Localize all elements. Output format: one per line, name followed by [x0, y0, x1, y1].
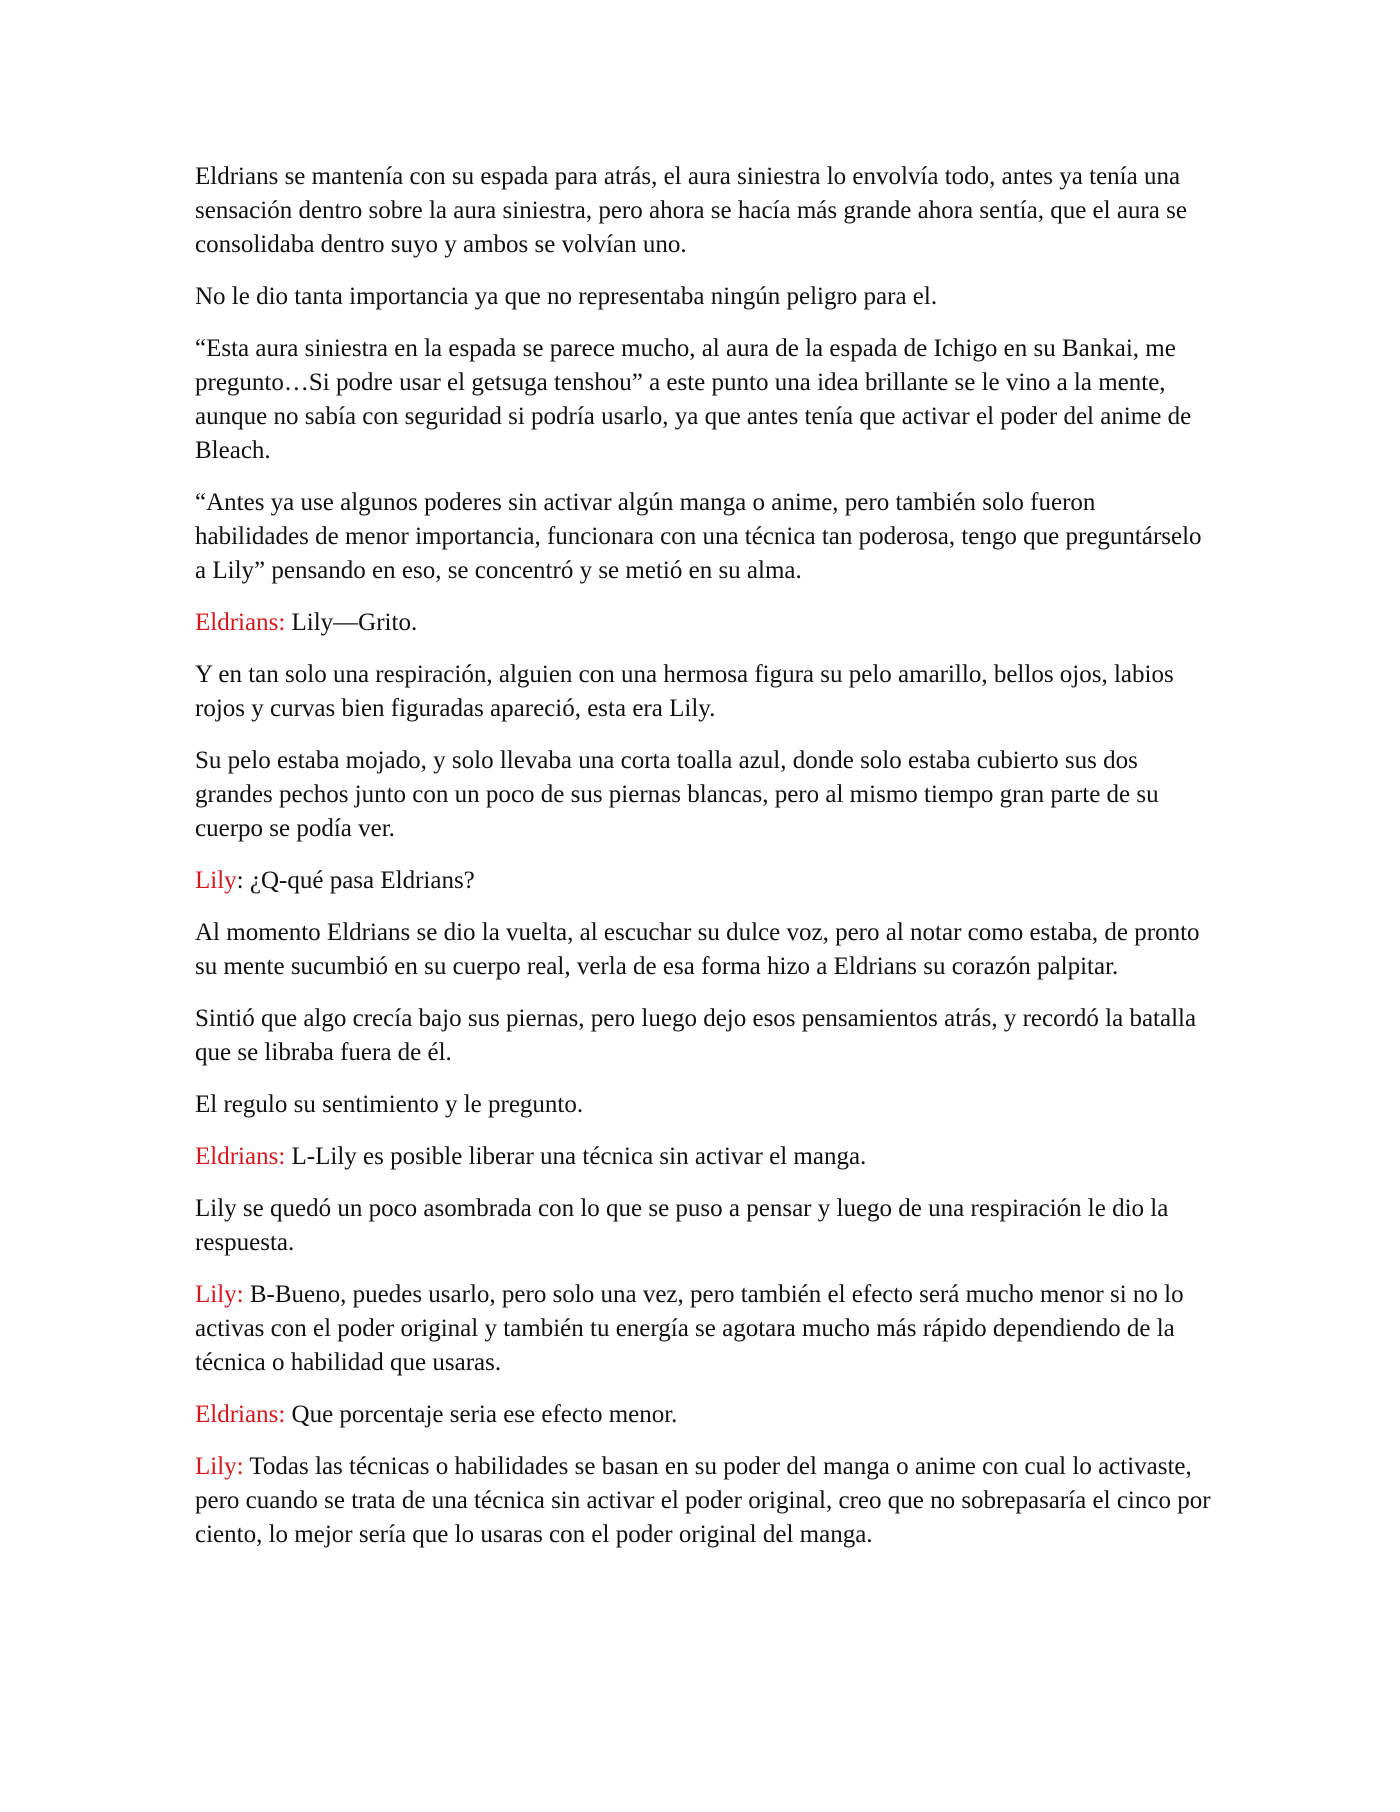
- speaker-label: Lily: [195, 867, 237, 894]
- paragraph-text: Lily se quedó un poco asombrada con lo que se puso a pensar y luego de una respiración le dio la respuesta.: [195, 1195, 1169, 1256]
- paragraph-10: [195, 1002, 1215, 1070]
- paragraph-text: Sintió que algo crecía bajo sus piernas, pero luego dejo esos pensamientos atrás, y recordó la batalla que se libraba fuera de él.: [195, 1005, 1197, 1066]
- paragraph-text: : ¿Q-qué pasa Eldrians?: [236, 867, 475, 894]
- paragraph-9: [195, 916, 1215, 984]
- paragraph-1: [195, 160, 1215, 262]
- paragraph-text: No le dio tanta importancia ya que no representaba ningún peligro para el.: [195, 283, 938, 310]
- speaker-label: Eldrians:: [195, 609, 286, 636]
- dialogue-line-lily-2: [195, 1278, 1215, 1380]
- paragraph-6: [195, 658, 1215, 726]
- paragraph-3: [195, 332, 1215, 468]
- paragraph-13: [195, 1192, 1215, 1260]
- dialogue-line-eldrians-1: [195, 606, 1215, 640]
- paragraph-text: Al momento Eldrians se dio la vuelta, al escuchar su dulce voz, pero al notar como estaba, de pronto su mente sucumbió en su cuerpo real, verla de esa forma hizo a Eldrians su corazón palpitar.: [195, 919, 1200, 980]
- paragraph-7: [195, 744, 1215, 846]
- dialogue-line-lily-3: [195, 1450, 1215, 1552]
- paragraph-text: L-Lily es posible liberar una técnica sin activar el manga.: [285, 1143, 867, 1170]
- document-body: [195, 160, 1215, 1570]
- paragraph-text: Eldrians se mantenía con su espada para atrás, el aura siniestra lo envolvía todo, antes ya tenía una sensación dentro sobre la aura siniestra, pero ahora se hacía más grande ahora sentía, que el aura se consolidaba dentro suyo y ambos se volvían uno.: [195, 163, 1187, 258]
- paragraph-text: B-Bueno, puedes usarlo, pero solo una vez, pero también el efecto será mucho menor si no lo activas con el poder original y también tu energía se agotara mucho más rápido dependiendo de la técnica o habilidad que usaras.: [195, 1281, 1184, 1376]
- paragraph-text: Todas las técnicas o habilidades se basan en su poder del manga o anime con cual lo activaste, pero cuando se trata de una técnica sin activar el poder original, creo que no sobrepasaría el cinco por ciento, lo mejor sería que lo usaras con el poder original del manga.: [195, 1453, 1211, 1548]
- paragraph-text: Y en tan solo una respiración, alguien con una hermosa figura su pelo amarillo, bellos ojos, labios rojos y curvas bien figuradas apareció, esta era Lily.: [195, 661, 1174, 722]
- paragraph-11: [195, 1088, 1215, 1122]
- paragraph-text: Que porcentaje seria ese efecto menor.: [285, 1401, 678, 1428]
- speaker-label: Eldrians:: [195, 1401, 286, 1428]
- dialogue-line-lily-1: [195, 864, 1215, 898]
- paragraph-4: [195, 486, 1215, 588]
- paragraph-text: Su pelo estaba mojado, y solo llevaba una corta toalla azul, donde solo estaba cubierto sus dos grandes pechos junto con un poco de sus piernas blancas, pero al mismo tiempo gran parte de su cuerpo se podía ver.: [195, 747, 1159, 842]
- speaker-label: Eldrians:: [195, 1143, 286, 1170]
- paragraph-2: [195, 280, 1215, 314]
- speaker-label: Lily:: [195, 1453, 244, 1480]
- paragraph-text: El regulo su sentimiento y le pregunto.: [195, 1091, 584, 1118]
- dialogue-line-eldrians-2: [195, 1140, 1215, 1174]
- paragraph-text: “Esta aura siniestra en la espada se parece mucho, al aura de la espada de Ichigo en su Bankai, me pregunto…Si podre usar el getsuga tenshou” a este punto una idea brillante se le vino a la mente, aunque no sabía con seguridad si podría usarlo, ya que antes tenía que activar el poder del anime de Bleach.: [195, 335, 1192, 464]
- dialogue-line-eldrians-3: [195, 1398, 1215, 1432]
- speaker-label: Lily:: [195, 1281, 244, 1308]
- paragraph-text: Lily—Grito.: [285, 609, 418, 636]
- paragraph-text: “Antes ya use algunos poderes sin activar algún manga o anime, pero también solo fueron habilidades de menor importancia, funcionara con una técnica tan poderosa, tengo que preguntárselo a Lily” pensando en eso, se concentró y se metió en su alma.: [195, 489, 1202, 584]
